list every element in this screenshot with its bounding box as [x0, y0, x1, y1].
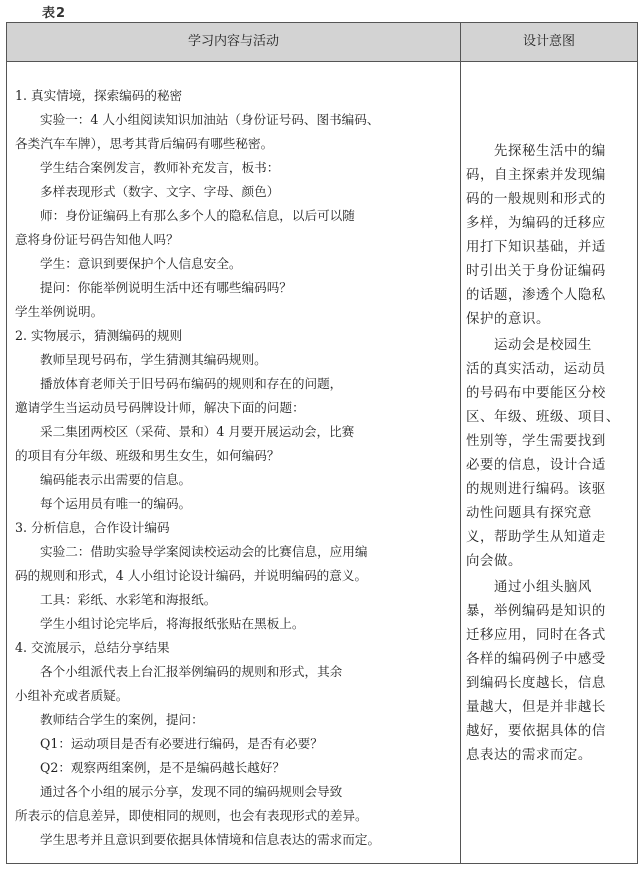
- intent-line: 保护的意识。: [466, 312, 550, 327]
- content-line: 提问：你能举例说明生活中还有哪些编码吗？: [40, 280, 292, 295]
- intent-line: 用打下知识基础，并适: [466, 240, 606, 255]
- intent-line: 区、年级、班级、项目、: [466, 410, 620, 425]
- intent-line: 暴，举例编码是知识的: [466, 604, 606, 619]
- intent-line: 向会做。: [466, 554, 522, 569]
- content-line: 学生小组讨论完毕后，将海报纸张贴在黑板上。: [40, 616, 305, 631]
- content-line: 教师结合学生的案例，提问：: [40, 712, 204, 727]
- content-line: 每个运用员有唯一的编码。: [40, 496, 192, 511]
- content-line: 2. 实物展示，猜测编码的规则: [15, 328, 183, 343]
- content-line: 实验一：4 人小组阅读知识加油站（身份证号码、图书编码、: [40, 112, 380, 127]
- content-line: 邀请学生当运动员号码牌设计师，解决下面的问题：: [15, 400, 305, 415]
- content-line: 码的规则和形式，4 人小组讨论设计编码，并说明编码的意义。: [15, 568, 368, 583]
- intent-line: 到编码长度越长，信息: [466, 676, 606, 691]
- content-line: 各个小组派代表上台汇报举例编码的规则和形式，其余: [40, 664, 343, 679]
- intent-line: 的号码布中要能区分校: [466, 386, 606, 401]
- content-line: 教师呈现号码布，学生猜测其编码规则。: [40, 352, 267, 367]
- intent-line: 动性问题具有探究意: [466, 506, 592, 521]
- intent-line: 越好，要依据具体的信: [466, 724, 606, 739]
- content-line: 学生思考并且意识到要依据具体情境和信息表达的需求而定。: [40, 832, 381, 847]
- content-line: Q2：观察两组案例，是不是编码越长越好？: [40, 760, 286, 775]
- intent-line: 多样，为编码的迁移应: [466, 216, 606, 231]
- intent-line: 的话题，渗透个人隐私: [466, 288, 606, 303]
- content-line: 师：身份证编码上有那么多个人的隐私信息，以后可以随: [40, 208, 355, 223]
- intent-line: 息表达的需求而定。: [466, 748, 592, 763]
- content-line: 采二集团两校区（采荷、景和）4 月要开展运动会，比赛: [40, 424, 355, 439]
- intent-line: 时引出关于身份证编码: [466, 264, 606, 279]
- intent-line: 必要的信息，设计合适: [466, 458, 606, 473]
- intent-line: 义，帮助学生从知道走: [466, 530, 606, 545]
- header-learning-content: 学习内容与活动: [187, 34, 279, 49]
- intent-line: 量越大，但是并非越长: [466, 700, 606, 715]
- intent-line: 码，自主探索并发现编: [466, 168, 606, 183]
- table-header: [7, 23, 637, 62]
- intent-line: 各样的编码例子中感受: [466, 652, 606, 667]
- content-line: Q1：运动项目是否有必要进行编码，是否有必要？: [40, 736, 323, 751]
- learning-content-column: [15, 84, 453, 852]
- content-line: 1. 真实情境，探索编码的秘密: [15, 88, 183, 103]
- intent-line: 先探秘生活中的编: [494, 144, 606, 159]
- intent-line: 通过小组头脑风: [494, 580, 592, 595]
- content-line: 4. 交流展示，总结分享结果: [15, 640, 170, 655]
- intent-line: 运动会是校园生: [494, 338, 592, 353]
- content-line: 意将身份证号码告知他人吗？: [15, 232, 179, 247]
- content-line: 小组补充或者质疑。: [15, 688, 129, 703]
- intent-line: 性别等，学生需要找到: [466, 434, 606, 449]
- content-line: 所表示的信息差异，即使相同的规则，也会有表现形式的差异。: [15, 808, 368, 823]
- content-line: 实验二：借助实验导学案阅读校运动会的比赛信息，应用编: [40, 544, 368, 559]
- design-intent-column: [466, 140, 632, 768]
- intent-line: 活的真实活动，运动员: [466, 362, 606, 377]
- content-line: 工具：彩纸、水彩笔和海报纸。: [40, 592, 217, 607]
- content-line: 播放体育老师关于旧号码布编码的规则和存在的问题，: [40, 376, 343, 391]
- intent-line: 的规则进行编码。该驱: [466, 482, 606, 497]
- content-line: 学生举例说明。: [15, 304, 104, 319]
- content-line: 各类汽车车牌），思考其背后编码有哪些秘密。: [15, 136, 274, 151]
- table-caption: 表2: [42, 6, 67, 21]
- lesson-table: [6, 22, 638, 864]
- content-line: 3. 分析信息，合作设计编码: [15, 520, 170, 535]
- content-line: 通过各个小组的展示分享，发现不同的编码规则会导致: [40, 784, 343, 799]
- content-line: 的项目有分年级、班级和男生女生，如何编码？: [15, 448, 280, 463]
- intent-line: 码的一般规则和形式的: [466, 192, 606, 207]
- intent-line: 迁移应用，同时在各式: [466, 628, 606, 643]
- header-design-intent: 设计意图: [522, 34, 575, 49]
- content-line: 学生：意识到要保护个人信息安全。: [40, 256, 242, 271]
- content-line: 学生结合案例发言，教师补充发言，板书：: [40, 160, 280, 175]
- content-line: 多样表现形式（数字、文字、字母、颜色）: [40, 184, 280, 199]
- content-line: 编码能表示出需要的信息。: [40, 472, 192, 487]
- column-divider: [460, 23, 461, 863]
